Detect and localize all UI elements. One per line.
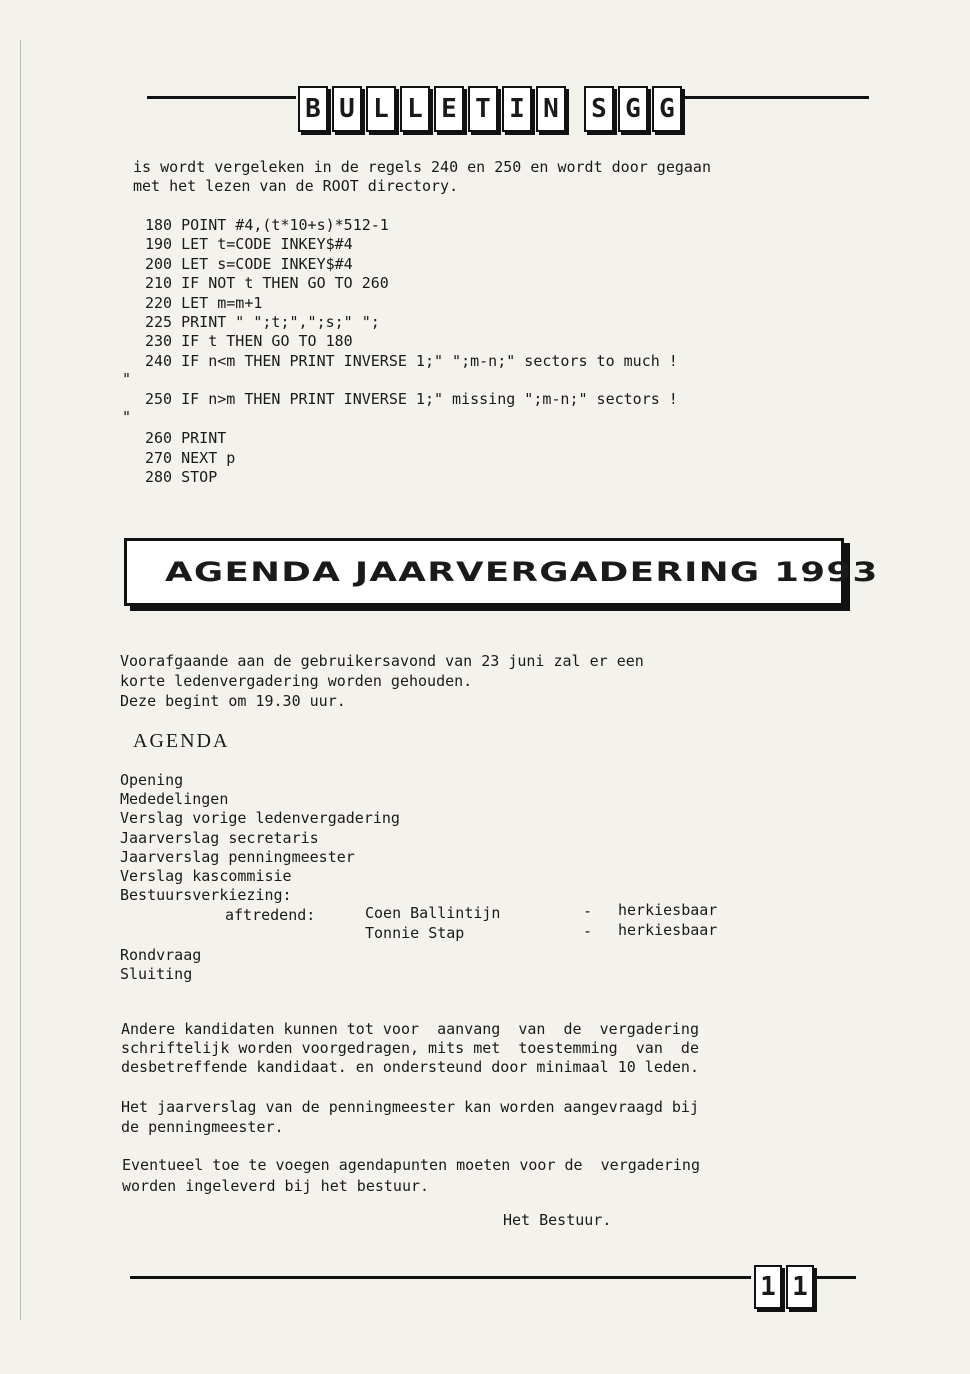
code-continuation: " — [122, 370, 132, 388]
banner-title: AGENDA JAARVERGADERING 1993 — [165, 556, 879, 588]
logo-letter: G — [652, 86, 682, 132]
agenda-item: Opening — [120, 771, 184, 789]
agenda-item: Jaarverslag secretaris — [120, 829, 319, 847]
paragraph-line: desbetreffende kandidaat. en ondersteund door minimaal 10 leden. — [121, 1058, 699, 1076]
candidate-status: herkiesbaar — [618, 921, 718, 939]
candidate-name: Tonnie Stap — [365, 924, 465, 942]
code-line: 180 POINT #4,(t*10+s)*512-1 — [145, 216, 389, 234]
code-line: 280 STOP — [145, 468, 218, 486]
agenda-item: Verslag vorige ledenvergadering — [120, 809, 400, 827]
logo-letter: L — [400, 86, 430, 132]
agenda-item: Jaarverslag penningmeester — [120, 848, 355, 866]
candidate-dash: - — [583, 902, 593, 920]
page-margin-line — [20, 40, 21, 1320]
code-line: 220 LET m=m+1 — [145, 294, 263, 312]
logo-letter: U — [332, 86, 362, 132]
code-line: 210 IF NOT t THEN GO TO 260 — [145, 274, 389, 292]
code-line: 225 PRINT " ";t;",";s;" "; — [145, 313, 380, 331]
agenda-item: Mededelingen — [120, 790, 229, 808]
agenda-item: Verslag kascommisie — [120, 867, 292, 885]
aftredend-label: aftredend: — [225, 906, 316, 924]
announcement-line: Deze begint om 19.30 uur. — [120, 692, 346, 710]
logo-letter: G — [618, 86, 648, 132]
logo-letter: B — [298, 86, 328, 132]
logo-spacer — [570, 86, 580, 132]
candidate-name: Coen Ballintijn — [365, 904, 501, 922]
code-line: 250 IF n>m THEN PRINT INVERSE 1;" missing ";m-n;" sectors ! — [145, 390, 678, 408]
paragraph-line: schriftelijk worden voorgedragen, mits met toestemming van de — [121, 1039, 699, 1057]
code-line: 230 IF t THEN GO TO 180 — [145, 332, 353, 350]
logo-letter: L — [366, 86, 396, 132]
agenda-item: Rondvraag — [120, 946, 202, 964]
footer-rule — [130, 1276, 856, 1279]
logo-letter: E — [434, 86, 464, 132]
signature: Het Bestuur. — [503, 1211, 612, 1229]
paragraph-line: Het jaarverslag van de penningmeester kan worden aangevraagd bij — [121, 1098, 699, 1116]
page-number — [751, 1265, 817, 1309]
code-line: 240 IF n<m THEN PRINT INVERSE 1;" ";m-n;" sectors to much ! — [145, 352, 678, 370]
paragraph-line: de penningmeester. — [121, 1118, 284, 1136]
candidate-status: herkiesbaar — [618, 901, 718, 919]
announcement-line: korte ledenvergadering worden gehouden. — [120, 672, 473, 690]
code-line: 260 PRINT — [145, 429, 227, 447]
logo-letter: S — [584, 86, 614, 132]
agenda-item: Bestuursverkiezing: — [120, 886, 292, 904]
paragraph-line: worden ingeleverd bij het bestuur. — [122, 1177, 430, 1195]
candidate-dash: - — [583, 922, 593, 940]
agenda-item: Sluiting — [120, 965, 193, 983]
bulletin-logo — [296, 86, 684, 132]
paragraph-line: Andere kandidaten kunnen tot voor aanvang van de vergadering — [121, 1020, 699, 1038]
logo-letter: T — [468, 86, 498, 132]
code-line: 270 NEXT p — [145, 449, 236, 467]
logo-letter: N — [536, 86, 566, 132]
code-line: 190 LET t=CODE INKEY$#4 — [145, 235, 353, 253]
paragraph-line: Eventueel toe te voegen agendapunten moeten voor de vergadering — [122, 1156, 700, 1174]
code-line: 200 LET s=CODE INKEY$#4 — [145, 255, 353, 273]
intro-line: met het lezen van de ROOT directory. — [133, 177, 459, 195]
agenda-banner — [124, 538, 879, 606]
code-continuation: " — [122, 408, 132, 426]
logo-letter: I — [502, 86, 532, 132]
page-digit: 1 — [754, 1265, 782, 1309]
announcement-line: Voorafgaande aan de gebruikersavond van 23 juni zal er een — [120, 652, 644, 670]
agenda-heading: AGENDA — [133, 730, 230, 752]
intro-line: is wordt vergeleken in de regels 240 en 250 en wordt door gegaan — [133, 158, 711, 176]
page-digit: 1 — [786, 1265, 814, 1309]
